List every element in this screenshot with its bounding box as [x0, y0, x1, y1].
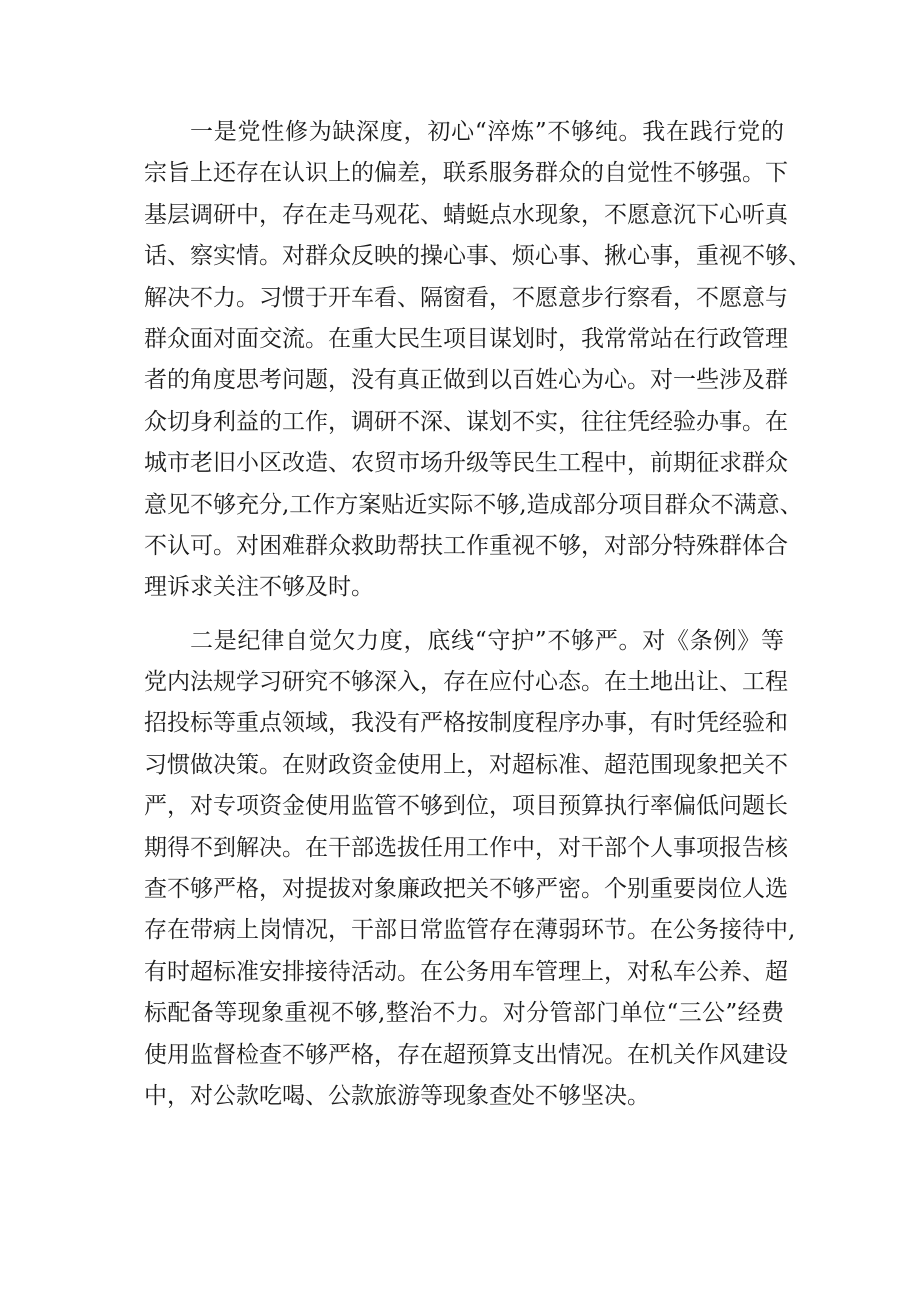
text-line: 话、察实情。对群众反映的操心事、烦心事、揪心事，重视不够、: [144, 243, 811, 270]
text-line: 习惯做决策。在财政资金使用上，对超标准、超范围现象把关不: [144, 751, 788, 778]
text-line: 二是纪律自觉欠力度，底线“守护”不够严。对《条例》等: [190, 627, 784, 654]
text-line: 存在带病上岗情况，干部日常监管存在薄弱环节。在公务接待中,: [144, 917, 796, 944]
text-line: 群众面对面交流。在重大民生项目谋划时，我常常站在行政管理: [144, 325, 788, 352]
paragraph-discipline: [144, 621, 796, 1118]
text-line: 中，对公款吃喝、公款旅游等现象查处不够坚决。: [144, 1082, 650, 1109]
text-line: 严，对专项资金使用监管不够到位，项目预算执行率偏低问题长: [144, 793, 788, 820]
paragraph-gap: [144, 609, 784, 621]
text-line: 众切身利益的工作，调研不深、谋划不实，往往凭经验办事。在: [144, 408, 788, 435]
text-line: 使用监督检查不够严格，存在超预算支出情况。在机关作风建设: [144, 1041, 788, 1068]
text-line: 党内法规学习研究不够深入，存在应付心态。在土地出让、工程: [144, 669, 788, 696]
text-line: 理诉求关注不够及时。: [144, 574, 374, 601]
text-line: 意见不够充分,工作方案贴近实际不够,造成部分项目群众不满意、: [144, 491, 803, 518]
text-line: 基层调研中，存在走马观花、蜻蜓点水现象，不愿意沉下心听真: [144, 201, 788, 228]
text-line: 不认可。对困难群众救助帮扶工作重视不够，对部分特殊群体合: [144, 532, 788, 559]
text-line: 招投标等重点领域，我没有严格按制度程序办事，有时凭经验和: [144, 710, 788, 737]
text-line: 有时超标准安排接待活动。在公务用车管理上，对私车公养、超: [144, 958, 788, 985]
paragraph-party-spirit: [144, 112, 811, 609]
text-line: 标配备等现象重视不够,整治不力。对分管部门单位“三公”经费: [144, 1000, 784, 1027]
text-line: 宗旨上还存在认识上的偏差，联系服务群众的自觉性不够强。下: [144, 160, 788, 187]
text-line: 查不够严格，对提拔对象廉政把关不够严密。个别重要岗位人选: [144, 876, 788, 903]
text-line: 解决不力。习惯于开车看、隔窗看，不愿意步行察看，不愿意与: [144, 284, 788, 311]
text-line: 期得不到解决。在干部选拔任用工作中，对干部个人事项报告核: [144, 834, 788, 861]
text-line: 城市老旧小区改造、农贸市场升级等民生工程中，前期征求群众: [144, 450, 788, 477]
text-line: 者的角度思考问题，没有真正做到以百姓心为心。对一些涉及群: [144, 367, 788, 394]
text-line: 一是党性修为缺深度，初心“淬炼”不够纯。我在践行党的: [190, 119, 784, 145]
document-body: [144, 112, 811, 1117]
